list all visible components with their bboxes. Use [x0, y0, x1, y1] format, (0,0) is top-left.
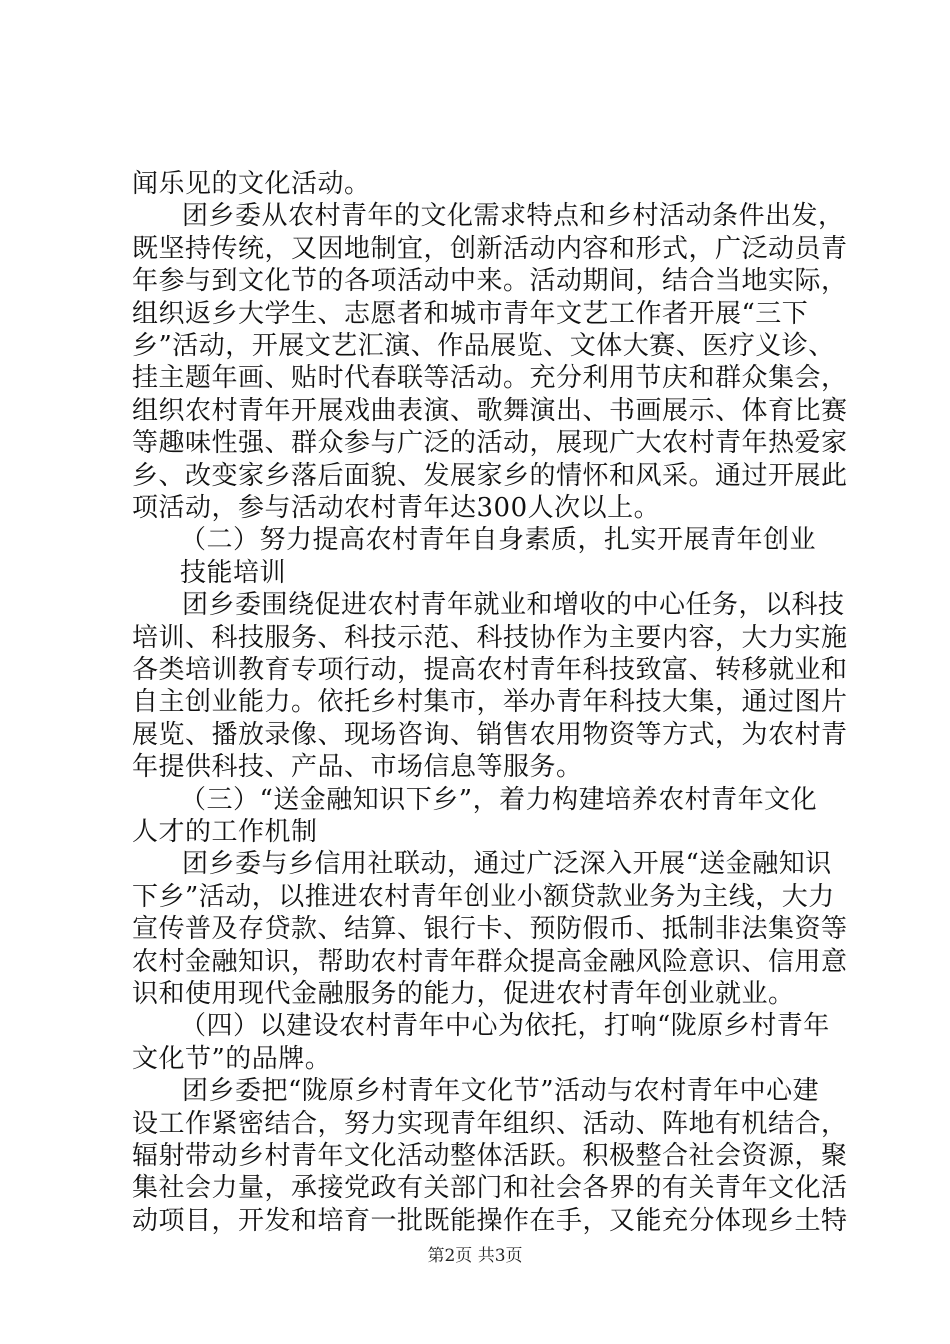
text-line: 辐射带动乡村青年文化活动整体活跃。积极整合社会资源，聚	[132, 1141, 848, 1171]
text-line: 人才的工作机制	[132, 817, 318, 847]
text-line: 组织返乡大学生、志愿者和城市青年文艺工作者开展“三下	[132, 298, 809, 329]
section-heading-line: （二）努力提高农村青年自身素质，扎实开展青年创业	[180, 525, 817, 556]
text-line: 文化节”的品牌。	[132, 1043, 332, 1074]
text-line: 动项目，开发和培育一批既能操作在手，又能充分体现乡土特	[132, 1205, 848, 1236]
paragraph-start-line: 团乡委把“陇原乡村青年文化节”活动与农村青年中心建	[182, 1076, 820, 1107]
text-line: 年参与到文化节的各项活动中来。活动期间，结合当地实际，	[132, 266, 848, 297]
section-heading-line: （四）以建设农村青年中心为依托，打响“陇原乡村青年	[180, 1011, 830, 1042]
text-line: 识和使用现代金融服务的能力，促进农村青年创业就业。	[132, 979, 795, 1009]
text-line: 等趣味性强、群众参与广泛的活动，展现广大农村青年热爱家	[132, 428, 848, 459]
section-heading-line: （三）“送金融知识下乡”，着力构建培养农村青年文化	[180, 784, 818, 815]
text-line: 下乡”活动，以推进农村青年创业小额贷款业务为主线，大力	[132, 881, 835, 912]
text-line: 乡、改变家乡落后面貌、发展家乡的情怀和风采。通过开展此	[132, 460, 848, 491]
paragraph-start-line: 团乡委从农村青年的文化需求特点和乡村活动条件出发，	[182, 201, 845, 232]
text-line: 项活动，参与活动农村青年达300人次以上。	[132, 493, 661, 523]
section-heading-line: 技能培训	[180, 557, 287, 588]
text-line: 闻乐见的文化活动。	[132, 169, 371, 199]
page-number-footer: 第2页 共3页	[427, 1246, 523, 1266]
text-line: 集社会力量，承接党政有关部门和社会各界的有关青年文化活	[132, 1173, 848, 1204]
text-line: 年提供科技、产品、市场信息等服务。	[132, 752, 583, 783]
text-line: 组织农村青年开展戏曲表演、歌舞演出、书画展示、体育比赛	[132, 395, 848, 426]
paragraph-start-line: 团乡委与乡信用社联动，通过广泛深入开展“送金融知识	[182, 849, 832, 880]
text-line: 培训、科技服务、科技示范、科技协作为主要内容，大力实施	[132, 622, 848, 653]
text-line: 自主创业能力。依托乡村集市，举办青年科技大集，通过图片	[132, 687, 848, 718]
text-line: 宣传普及存贷款、结算、银行卡、预防假币、抵制非法集资等	[132, 914, 848, 945]
paragraph-start-line: 团乡委围绕促进农村青年就业和增收的中心任务，以科技	[182, 590, 845, 621]
text-line: 农村金融知识，帮助农村青年群众提高金融风险意识、信用意	[132, 946, 848, 977]
text-line: 乡”活动，开展文艺汇演、作品展览、文体大赛、医疗义诊、	[132, 331, 835, 361]
text-line: 既坚持传统，又因地制宜，创新活动内容和形式，广泛动员青	[132, 233, 848, 264]
text-line: 设工作紧密结合，努力实现青年组织、活动、阵地有机结合，	[132, 1108, 848, 1139]
text-line: 各类培训教育专项行动，提高农村青年科技致富、转移就业和	[132, 655, 848, 685]
text-line: 挂主题年画、贴时代春联等活动。充分利用节庆和群众集会，	[132, 363, 848, 394]
text-line: 展览、播放录像、现场咨询、销售农用物资等方式，为农村青	[132, 719, 848, 750]
